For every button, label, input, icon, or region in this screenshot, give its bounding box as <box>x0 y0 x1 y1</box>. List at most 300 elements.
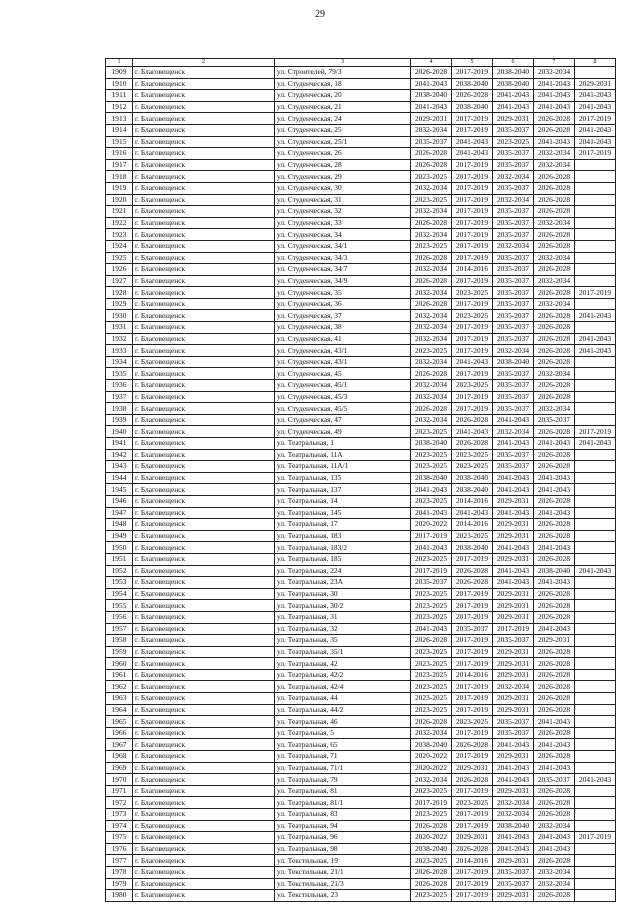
period-cell: 2023-2025 <box>411 426 452 438</box>
period-cell <box>575 542 616 554</box>
period-cell: 2023-2025 <box>411 785 452 797</box>
address-cell: ул. Театральная, 35/1 <box>275 646 411 658</box>
period-cell: 2017-2019 <box>452 820 493 832</box>
period-cell <box>575 298 616 310</box>
column-header: 7 <box>534 59 575 67</box>
period-cell: 2026-2028 <box>534 530 575 542</box>
period-cell <box>575 577 616 589</box>
row-number: 1923 <box>106 229 133 241</box>
period-cell: 2017-2019 <box>452 878 493 890</box>
table-row <box>106 101 616 113</box>
address-cell: ул. Театральная, 224 <box>275 565 411 577</box>
period-cell: 2041-2043 <box>411 542 452 554</box>
period-cell: 2038-2040 <box>411 90 452 102</box>
table-row <box>106 774 616 786</box>
period-cell <box>575 866 616 878</box>
period-cell: 2029-2031 <box>493 693 534 705</box>
row-number: 1977 <box>106 855 133 867</box>
table-row <box>106 264 616 276</box>
row-number: 1967 <box>106 739 133 751</box>
address-cell: ул. Студенческая, 34/1 <box>275 240 411 252</box>
period-cell: 2041-2043 <box>534 739 575 751</box>
period-cell: 2035-2037 <box>493 403 534 415</box>
period-cell: 2026-2028 <box>534 264 575 276</box>
period-cell: 2038-2040 <box>411 438 452 450</box>
table-row <box>106 600 616 612</box>
period-cell: 2026-2028 <box>411 275 452 287</box>
period-cell: 2041-2043 <box>534 623 575 635</box>
table-row <box>106 124 616 136</box>
address-cell: ул. Театральная, 42 <box>275 658 411 670</box>
period-cell: 2017-2019 <box>452 322 493 334</box>
period-cell: 2032-2034 <box>534 403 575 415</box>
table-row <box>106 681 616 693</box>
table-row <box>106 484 616 496</box>
address-cell: ул. Студенческая, 47 <box>275 414 411 426</box>
period-cell: 2041-2043 <box>534 542 575 554</box>
city-cell: г. Благовещенск <box>133 472 275 484</box>
row-number: 1921 <box>106 206 133 218</box>
period-cell: 2026-2028 <box>534 704 575 716</box>
period-cell: 2041-2043 <box>575 101 616 113</box>
address-cell: ул. Текстильная, 21/3 <box>275 878 411 890</box>
row-number: 1924 <box>106 240 133 252</box>
row-number: 1935 <box>106 368 133 380</box>
period-cell: 2026-2028 <box>411 67 452 79</box>
period-cell <box>575 553 616 565</box>
period-cell: 2032-2034 <box>411 380 452 392</box>
period-cell: 2038-2040 <box>411 739 452 751</box>
table-row <box>106 368 616 380</box>
period-cell: 2038-2040 <box>452 78 493 90</box>
table-row <box>106 171 616 183</box>
row-number: 1966 <box>106 727 133 739</box>
row-number: 1946 <box>106 495 133 507</box>
row-number: 1928 <box>106 287 133 299</box>
period-cell: 2017-2019 <box>452 890 493 902</box>
period-cell: 2032-2034 <box>493 345 534 357</box>
period-cell: 2035-2037 <box>493 878 534 890</box>
table-row <box>106 727 616 739</box>
period-cell: 2041-2043 <box>411 101 452 113</box>
period-cell: 2026-2028 <box>534 495 575 507</box>
city-cell: г. Благовещенск <box>133 159 275 171</box>
table-row <box>106 843 616 855</box>
period-cell <box>575 182 616 194</box>
period-cell: 2035-2037 <box>493 461 534 473</box>
table-row <box>106 461 616 473</box>
period-cell: 2041-2043 <box>493 414 534 426</box>
city-cell: г. Благовещенск <box>133 669 275 681</box>
address-cell: ул. Театральная, 11А/1 <box>275 461 411 473</box>
period-cell: 2032-2034 <box>411 229 452 241</box>
period-cell: 2035-2037 <box>411 577 452 589</box>
period-cell: 2026-2028 <box>534 240 575 252</box>
period-cell: 2026-2028 <box>534 124 575 136</box>
period-cell: 2035-2037 <box>493 252 534 264</box>
city-cell: г. Благовещенск <box>133 681 275 693</box>
table-row <box>106 206 616 218</box>
table-row <box>106 136 616 148</box>
period-cell: 2026-2028 <box>452 438 493 450</box>
period-cell: 2029-2031 <box>493 530 534 542</box>
city-cell: г. Благовещенск <box>133 148 275 160</box>
row-number: 1910 <box>106 78 133 90</box>
city-cell: г. Благовещенск <box>133 588 275 600</box>
city-cell: г. Благовещенск <box>133 298 275 310</box>
period-cell: 2041-2043 <box>534 832 575 844</box>
city-cell: г. Благовещенск <box>133 252 275 264</box>
period-cell: 2029-2031 <box>493 646 534 658</box>
period-cell: 2029-2031 <box>493 588 534 600</box>
row-number: 1931 <box>106 322 133 334</box>
row-number: 1925 <box>106 252 133 264</box>
city-cell: г. Благовещенск <box>133 322 275 334</box>
period-cell: 2026-2028 <box>411 148 452 160</box>
row-number: 1976 <box>106 843 133 855</box>
period-cell <box>575 368 616 380</box>
period-cell: 2017-2019 <box>452 159 493 171</box>
period-cell: 2014-2016 <box>452 669 493 681</box>
row-number: 1971 <box>106 785 133 797</box>
table-row <box>106 275 616 287</box>
period-cell: 2041-2043 <box>452 136 493 148</box>
period-cell: 2032-2034 <box>534 275 575 287</box>
row-number: 1953 <box>106 577 133 589</box>
period-cell: 2041-2043 <box>575 438 616 450</box>
period-cell: 2026-2028 <box>411 403 452 415</box>
period-cell: 2032-2034 <box>534 298 575 310</box>
table-row <box>106 472 616 484</box>
period-cell: 2041-2043 <box>534 90 575 102</box>
address-cell: ул. Студенческая, 29 <box>275 171 411 183</box>
period-cell: 2026-2028 <box>534 426 575 438</box>
row-number: 1960 <box>106 658 133 670</box>
period-cell <box>575 217 616 229</box>
period-cell: 2041-2043 <box>452 356 493 368</box>
period-cell: 2023-2025 <box>493 136 534 148</box>
address-cell: ул. Театральная, 31 <box>275 611 411 623</box>
period-cell: 2041-2043 <box>534 136 575 148</box>
address-cell: ул. Студенческая, 28 <box>275 159 411 171</box>
period-cell: 2023-2025 <box>452 530 493 542</box>
period-cell: 2035-2037 <box>493 124 534 136</box>
period-cell: 2026-2028 <box>534 797 575 809</box>
period-cell: 2032-2034 <box>493 426 534 438</box>
period-cell: 2029-2031 <box>493 600 534 612</box>
period-cell: 2023-2025 <box>411 658 452 670</box>
city-cell: г. Благовещенск <box>133 124 275 136</box>
period-cell: 2029-2031 <box>493 890 534 902</box>
table-row <box>106 90 616 102</box>
period-cell: 2026-2028 <box>534 345 575 357</box>
table-row <box>106 751 616 763</box>
city-cell: г. Благовещенск <box>133 739 275 751</box>
column-header: 5 <box>452 59 493 67</box>
period-cell: 2041-2043 <box>493 507 534 519</box>
period-cell: 2032-2034 <box>493 797 534 809</box>
city-cell: г. Благовещенск <box>133 217 275 229</box>
table-row <box>106 785 616 797</box>
period-cell: 2029-2031 <box>493 553 534 565</box>
city-cell: г. Благовещенск <box>133 391 275 403</box>
period-cell <box>575 530 616 542</box>
city-cell: г. Благовещенск <box>133 716 275 728</box>
period-cell: 2032-2034 <box>411 391 452 403</box>
period-cell: 2041-2043 <box>411 78 452 90</box>
city-cell: г. Благовещенск <box>133 356 275 368</box>
address-cell: ул. Театральная, 94 <box>275 820 411 832</box>
period-cell: 2035-2037 <box>493 148 534 160</box>
period-cell: 2041-2043 <box>452 507 493 519</box>
period-cell <box>575 461 616 473</box>
address-cell: ул. Студенческая, 21 <box>275 101 411 113</box>
period-cell: 2029-2031 <box>493 855 534 867</box>
period-cell: 2032-2034 <box>411 414 452 426</box>
period-cell: 2032-2034 <box>534 67 575 79</box>
period-cell: 2038-2040 <box>534 565 575 577</box>
address-cell: ул. Студенческая, 45/5 <box>275 403 411 415</box>
address-cell: ул. Студенческая, 25 <box>275 124 411 136</box>
row-number: 1957 <box>106 623 133 635</box>
address-cell: ул. Студенческая, 30 <box>275 182 411 194</box>
table-row <box>106 240 616 252</box>
period-cell: 2017-2019 <box>452 681 493 693</box>
city-cell: г. Благовещенск <box>133 519 275 531</box>
city-cell: г. Благовещенск <box>133 380 275 392</box>
period-cell: 2023-2025 <box>452 310 493 322</box>
period-cell: 2017-2019 <box>575 426 616 438</box>
period-cell: 2032-2034 <box>534 148 575 160</box>
period-cell: 2026-2028 <box>452 414 493 426</box>
city-cell: г. Благовещенск <box>133 774 275 786</box>
address-cell: ул. Театральная, 79 <box>275 774 411 786</box>
table-row <box>106 855 616 867</box>
city-cell: г. Благовещенск <box>133 495 275 507</box>
period-cell: 2017-2019 <box>452 194 493 206</box>
period-cell <box>575 472 616 484</box>
city-cell: г. Благовещенск <box>133 611 275 623</box>
period-cell: 2026-2028 <box>452 90 493 102</box>
period-cell: 2026-2028 <box>534 380 575 392</box>
period-cell: 2017-2019 <box>452 391 493 403</box>
city-cell: г. Благовещенск <box>133 333 275 345</box>
address-cell: ул. Студенческая, 24 <box>275 113 411 125</box>
row-number: 1972 <box>106 797 133 809</box>
table-row <box>106 426 616 438</box>
row-number: 1916 <box>106 148 133 160</box>
period-cell: 2035-2037 <box>493 449 534 461</box>
period-cell: 2014-2016 <box>452 264 493 276</box>
period-cell <box>575 171 616 183</box>
period-cell: 2032-2034 <box>493 240 534 252</box>
row-number: 1979 <box>106 878 133 890</box>
period-cell: 2029-2031 <box>493 704 534 716</box>
city-cell: г. Благовещенск <box>133 287 275 299</box>
period-cell: 2017-2019 <box>411 797 452 809</box>
period-cell: 2026-2028 <box>534 333 575 345</box>
period-cell: 2026-2028 <box>534 693 575 705</box>
city-cell: г. Благовещенск <box>133 820 275 832</box>
period-cell: 2029-2031 <box>493 611 534 623</box>
row-number: 1952 <box>106 565 133 577</box>
table-row <box>106 229 616 241</box>
table-row <box>106 345 616 357</box>
period-cell <box>575 356 616 368</box>
table-row <box>106 635 616 647</box>
period-cell: 2017-2019 <box>452 809 493 821</box>
period-cell: 2017-2019 <box>575 832 616 844</box>
period-cell: 2032-2034 <box>411 333 452 345</box>
period-cell: 2041-2043 <box>534 507 575 519</box>
period-cell: 2029-2031 <box>493 751 534 763</box>
period-cell: 2029-2031 <box>493 495 534 507</box>
table-row <box>106 623 616 635</box>
period-cell: 2041-2043 <box>575 310 616 322</box>
table-row <box>106 495 616 507</box>
city-cell: г. Благовещенск <box>133 194 275 206</box>
table-row <box>106 252 616 264</box>
city-cell: г. Благовещенск <box>133 414 275 426</box>
address-cell: ул. Театральная, 145 <box>275 507 411 519</box>
period-cell: 2041-2043 <box>575 124 616 136</box>
period-cell: 2017-2019 <box>452 368 493 380</box>
period-cell: 2017-2019 <box>452 275 493 287</box>
period-cell <box>575 739 616 751</box>
period-cell: 2023-2025 <box>411 704 452 716</box>
address-cell: ул. Театральная, 137 <box>275 484 411 496</box>
period-cell: 2032-2034 <box>411 287 452 299</box>
period-cell: 2041-2043 <box>493 484 534 496</box>
period-cell: 2026-2028 <box>534 553 575 565</box>
period-cell <box>575 484 616 496</box>
table-row <box>106 356 616 368</box>
period-cell <box>575 600 616 612</box>
city-cell: г. Благовещенск <box>133 530 275 542</box>
period-cell: 2017-2019 <box>575 287 616 299</box>
period-cell: 2041-2043 <box>493 739 534 751</box>
period-cell: 2041-2043 <box>411 507 452 519</box>
period-cell: 2026-2028 <box>452 739 493 751</box>
table-row <box>106 866 616 878</box>
period-cell: 2035-2037 <box>493 310 534 322</box>
period-cell: 2041-2043 <box>493 843 534 855</box>
row-number: 1947 <box>106 507 133 519</box>
row-number: 1929 <box>106 298 133 310</box>
period-cell: 2023-2025 <box>452 797 493 809</box>
period-cell: 2041-2043 <box>493 565 534 577</box>
address-cell: ул. Студенческая, 45/1 <box>275 380 411 392</box>
period-cell: 2026-2028 <box>534 588 575 600</box>
address-cell: ул. Театральная, 42/4 <box>275 681 411 693</box>
table-row <box>106 797 616 809</box>
period-cell: 2026-2028 <box>452 774 493 786</box>
table-row <box>106 217 616 229</box>
row-number: 1980 <box>106 890 133 902</box>
period-cell <box>575 519 616 531</box>
period-cell: 2026-2028 <box>411 878 452 890</box>
period-cell: 2041-2043 <box>575 565 616 577</box>
period-cell <box>575 797 616 809</box>
period-cell: 2038-2040 <box>493 67 534 79</box>
address-cell: ул. Театральная, 81/1 <box>275 797 411 809</box>
period-cell: 2026-2028 <box>534 855 575 867</box>
address-cell: ул. Студенческая, 35 <box>275 287 411 299</box>
period-cell: 2017-2019 <box>452 171 493 183</box>
period-cell <box>575 449 616 461</box>
period-cell <box>575 264 616 276</box>
period-cell <box>575 762 616 774</box>
table-row <box>106 565 616 577</box>
period-cell: 2023-2025 <box>411 240 452 252</box>
period-cell: 2035-2037 <box>411 136 452 148</box>
city-cell: г. Благовещенск <box>133 762 275 774</box>
period-cell: 2029-2031 <box>493 785 534 797</box>
period-cell: 2041-2043 <box>575 90 616 102</box>
period-cell: 2026-2028 <box>534 646 575 658</box>
period-cell: 2026-2028 <box>411 159 452 171</box>
city-cell: г. Благовещенск <box>133 658 275 670</box>
table-row <box>106 113 616 125</box>
period-cell: 2017-2019 <box>452 206 493 218</box>
address-cell: ул. Театральная, 1 <box>275 438 411 450</box>
column-header: 8 <box>575 59 616 67</box>
row-number: 1965 <box>106 716 133 728</box>
period-cell: 2038-2040 <box>452 542 493 554</box>
city-cell: г. Благовещенск <box>133 646 275 658</box>
table-row <box>106 809 616 821</box>
city-cell: г. Благовещенск <box>133 832 275 844</box>
address-cell: ул. Театральная, 71/1 <box>275 762 411 774</box>
period-cell <box>575 704 616 716</box>
period-cell: 2026-2028 <box>534 785 575 797</box>
period-cell: 2032-2034 <box>411 322 452 334</box>
period-cell: 2020-2022 <box>411 832 452 844</box>
address-cell: ул. Театральная, 23А <box>275 577 411 589</box>
period-cell: 2032-2034 <box>411 124 452 136</box>
table-row <box>106 449 616 461</box>
period-cell: 2041-2043 <box>575 136 616 148</box>
period-cell: 2029-2031 <box>411 113 452 125</box>
row-number: 1964 <box>106 704 133 716</box>
address-cell: ул. Театральная, 83 <box>275 809 411 821</box>
table-row <box>106 391 616 403</box>
period-cell: 2026-2028 <box>411 298 452 310</box>
city-cell: г. Благовещенск <box>133 693 275 705</box>
city-cell: г. Благовещенск <box>133 206 275 218</box>
row-number: 1962 <box>106 681 133 693</box>
period-cell: 2032-2034 <box>534 368 575 380</box>
table-row <box>106 159 616 171</box>
period-cell <box>575 669 616 681</box>
period-cell: 2038-2040 <box>493 356 534 368</box>
address-cell: ул. Текстильная, 19 <box>275 855 411 867</box>
address-cell: ул. Студенческая, 34/3 <box>275 252 411 264</box>
address-cell: ул. Театральная, 183 <box>275 530 411 542</box>
period-cell <box>575 658 616 670</box>
period-cell: 2035-2037 <box>493 866 534 878</box>
period-cell: 2032-2034 <box>411 727 452 739</box>
period-cell: 2032-2034 <box>411 264 452 276</box>
table-row <box>106 577 616 589</box>
period-cell: 2035-2037 <box>493 159 534 171</box>
row-number: 1922 <box>106 217 133 229</box>
period-cell: 2017-2019 <box>452 658 493 670</box>
row-number: 1944 <box>106 472 133 484</box>
period-cell: 2026-2028 <box>452 565 493 577</box>
period-cell: 2026-2028 <box>534 229 575 241</box>
period-cell: 2014-2016 <box>452 495 493 507</box>
